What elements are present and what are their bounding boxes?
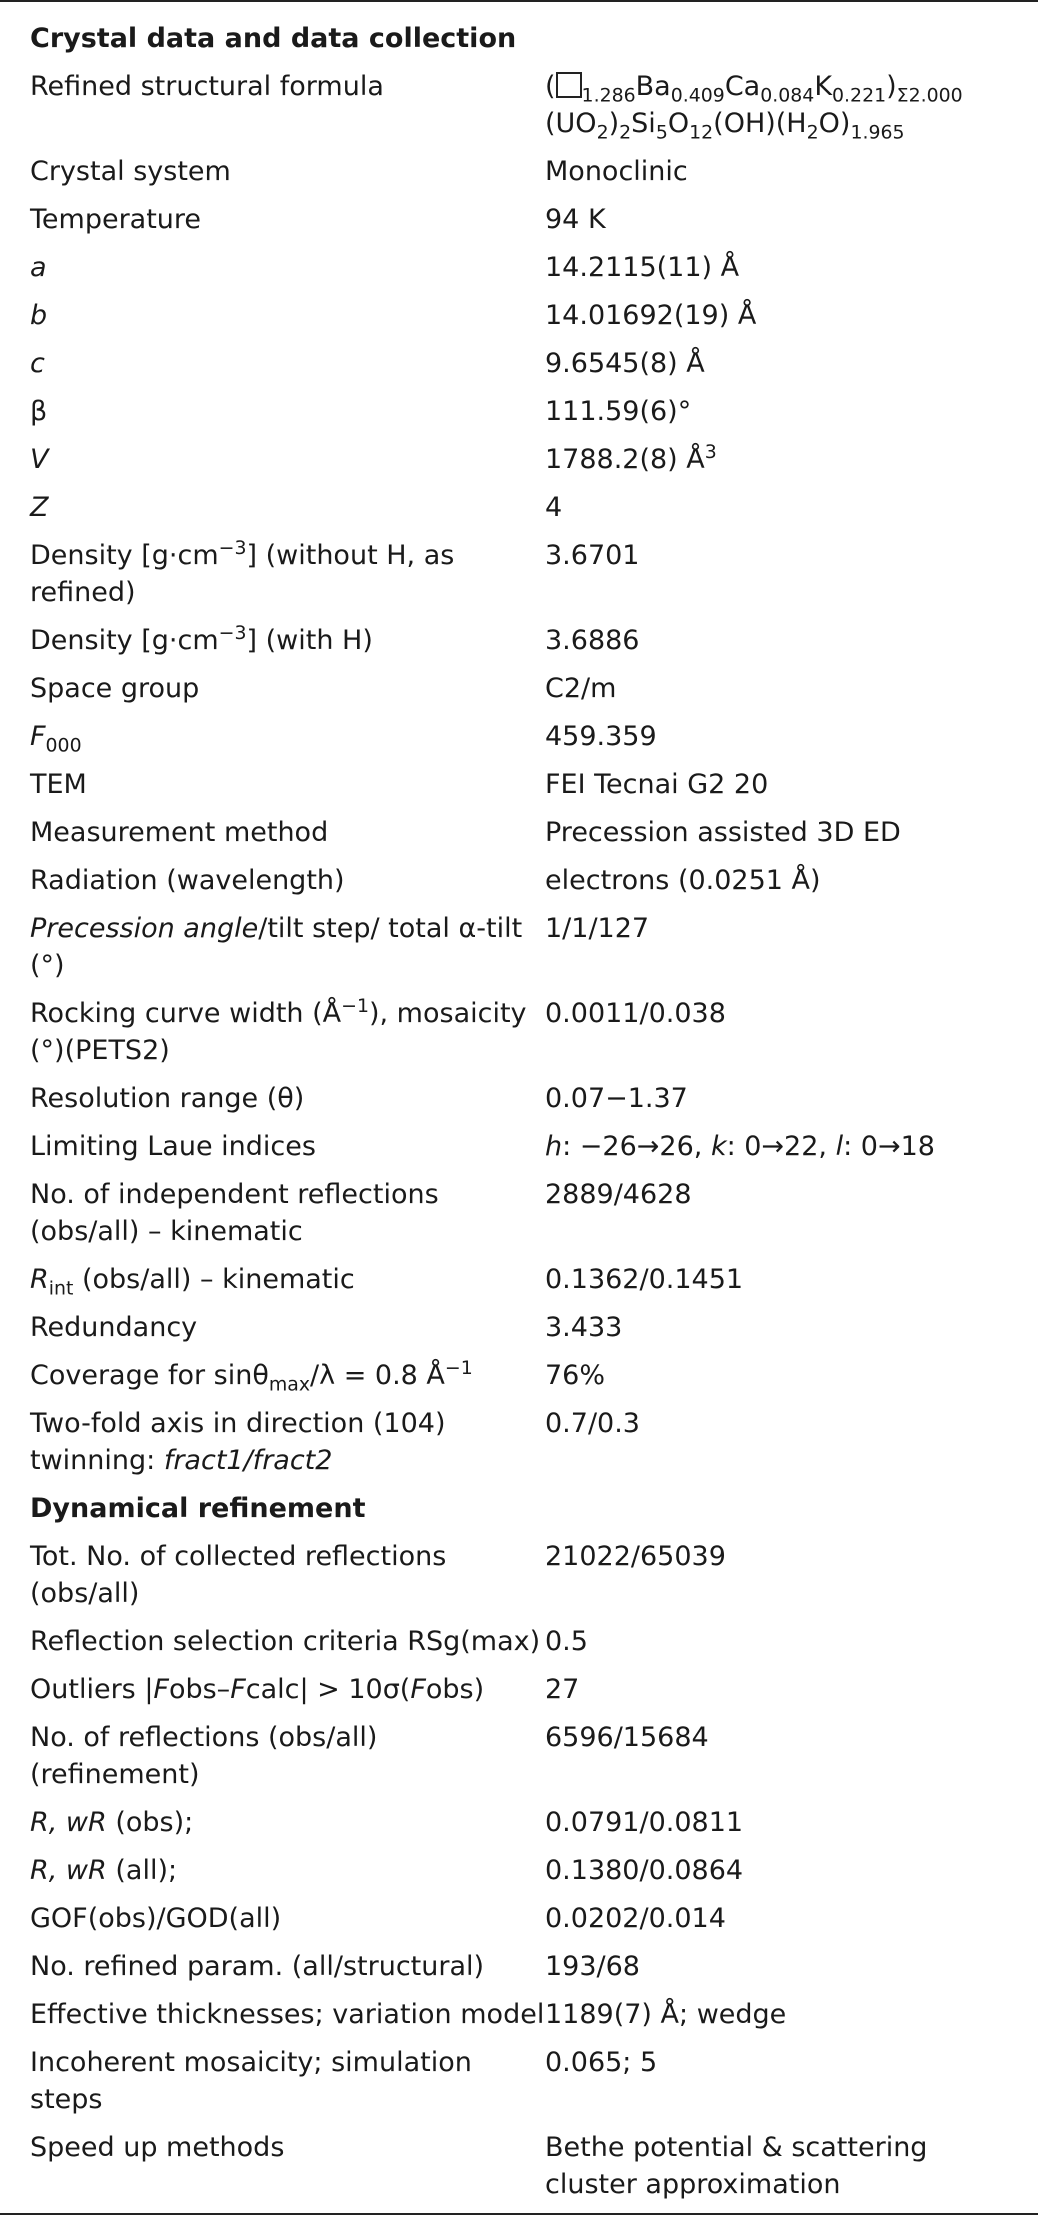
row-coverage: Coverage for sinθ$_{max}$/λ = 0.8 $Å^{-1}$ 76% xyxy=(30,1357,606,1396)
row-z: Z 4 xyxy=(30,492,563,523)
row-rocking-curve: Rocking curve width $(Å^{-1})$, mosaicity (°)(PETS2) 0.0011/0.038 xyxy=(30,995,726,1066)
row-measurement-method: Measurement method Precession assisted 3D ED xyxy=(30,817,901,848)
row-independent-reflections: No. of independent reflections (obs/all) – kinematic 2889/4628 xyxy=(30,1179,692,1247)
row-temperature: Temperature 94 K xyxy=(30,204,606,235)
row-laue: Limiting Laue indices h: −26→26, k: 0→22, l: 0→18 xyxy=(30,1131,935,1162)
row-f000: $F_{000}$ 459.359 xyxy=(30,721,657,757)
vacancy-box-icon xyxy=(556,72,582,98)
row-c: c 9.6545(8) Å xyxy=(30,348,705,379)
row-beta: β 111.59(6)° xyxy=(30,396,692,427)
row-radiation: Radiation (wavelength) electrons (0.0251 Å) xyxy=(30,865,821,896)
row-refinement-reflections: No. of reflections (obs/all) (refinement) 6596/15684 xyxy=(30,1722,709,1790)
row-r-obs: R, wR (obs); 0.0791/0.0811 xyxy=(30,1807,744,1838)
row-tem: TEM FEI Tecnai G2 20 xyxy=(30,769,769,800)
row-refined-params: No. refined param. (all/structural) 193/68 xyxy=(30,1951,640,1982)
row-twinning: Two-fold axis in direction (104) twinning: fract1/fract2 0.7/0.3 xyxy=(30,1408,640,1476)
row-space-group: Space group C2/m xyxy=(30,673,617,704)
row-r-all: R, wR (all); 0.1380/0.0864 xyxy=(30,1855,744,1886)
row-total-reflections: Tot. No. of collected reflections (obs/all) 21022/65039 xyxy=(30,1541,726,1609)
row-gof: GOF(obs)/GOD(all) 0.0202/0.014 xyxy=(30,1903,726,1934)
row-redundancy: Redundancy 3.433 xyxy=(30,1312,623,1343)
section-header: Crystal data and data collection xyxy=(30,23,517,54)
formula-value: ( $_{1.286}Ba_{0.409}Ca_{0.084}K_{0.221})_{\Sigma 2.000}$ $(UO_2)_2Si_5O_{12}(OH)(H_2O)_{1.965}$ xyxy=(545,71,963,144)
row-resolution: Resolution range (θ) 0.07−1.37 xyxy=(30,1083,688,1114)
row-selection-criteria: Reflection selection criteria RSg(max) 0.5 xyxy=(30,1626,588,1657)
row-formula: Refined structural formula ( $_{1.286}Ba_{0.409}Ca_{0.084}K_{0.221})_{\Sigma 2.000}$ $(UO_2)_2Si_5O_{12}(OH)(H_2O)_{1.965}$ xyxy=(0,62,1038,147)
row-precession: Precession angle/tilt step/ total α-tilt (°) 1/1/127 xyxy=(30,913,650,981)
row-thickness: Effective thicknesses; variation model 1189(7) Å; wedge xyxy=(30,1999,787,2030)
row-crystal-system: Crystal system Monoclinic xyxy=(30,156,688,187)
row-volume: V 1788.2(8) $Å^3$ xyxy=(30,441,717,475)
row-speed-up: Speed up methods Bethe potential & scattering cluster approximation xyxy=(30,2132,928,2200)
row-rint: $R_{int}$ (obs/all) – kinematic 0.1362/0.1451 xyxy=(30,1264,744,1300)
row-a: a 14.2115(11) Å xyxy=(30,252,740,283)
row-density-with-h: Density $[g\cdot cm^{-3}]$ (with H) 3.6886 xyxy=(30,622,640,656)
row-incoherent-mosaicity: Incoherent mosaicity; simulation steps 0.065; 5 xyxy=(30,2047,658,2115)
row-b: b 14.01692(19) Å xyxy=(30,300,757,331)
row-outliers: Outliers |Fobs–Fcalc| > 10σ(Fobs) 27 xyxy=(30,1674,580,1705)
section-header: Dynamical refinement xyxy=(30,1493,366,1524)
row-density-without-h: Density $[g\cdot cm^{-3}]$ (without H, as refined) 3.6701 xyxy=(30,537,640,608)
